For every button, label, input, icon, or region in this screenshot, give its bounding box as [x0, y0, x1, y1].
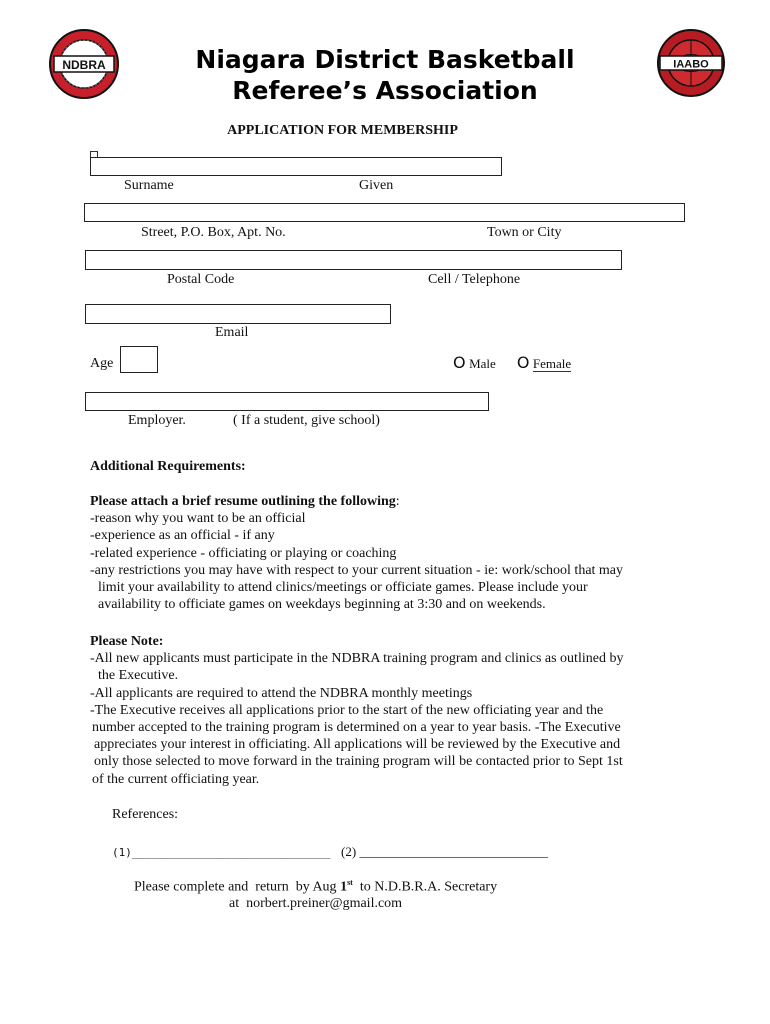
postal-label: Postal Code	[167, 272, 235, 287]
secretary-email[interactable]: norbert.preiner@gmail.com	[246, 896, 403, 911]
ndbra-logo-text: NDBRA	[62, 58, 106, 72]
list-item: -experience as an official - if any	[90, 528, 275, 544]
requirements-heading: Additional Requirements:	[90, 459, 246, 474]
email-prefix: at	[229, 896, 247, 911]
address-input[interactable]	[84, 203, 685, 222]
note-line: -The Executive receives all applications prior to the start of the new officiating year and the	[90, 702, 604, 718]
street-label: Street, P.O. Box, Apt. No.	[141, 225, 286, 240]
return-day-suffix: st	[347, 878, 353, 887]
iaabo-logo	[656, 28, 726, 98]
note-line: only those selected to move forward in the training program will be contacted prior to Sept 1st	[94, 754, 623, 770]
note-heading: Please Note:	[90, 634, 164, 649]
male-radio[interactable]: O	[453, 353, 466, 372]
secretary-email-line	[229, 896, 402, 912]
reference-2-line[interactable]: (2) _____________________________	[341, 844, 548, 859]
reference-1-line[interactable]: (1)______________________________	[112, 846, 331, 859]
list-item: -related experience - officiating or playing or coaching	[90, 545, 397, 561]
postal-phone-input[interactable]	[85, 250, 622, 270]
references-lines	[112, 844, 548, 860]
employer-input[interactable]	[85, 392, 489, 411]
return-instructions	[134, 878, 497, 896]
age-input[interactable]	[120, 346, 158, 373]
note-line: number accepted to the training program is determined on a year to year basis. -The Executive	[92, 720, 621, 736]
list-item: limit your availability to attend clinics/meetings or officiate games. Please include your	[98, 580, 588, 596]
return-text-pre: Please complete and return by Aug	[134, 879, 341, 895]
iaabo-logo-text: IAABO	[673, 58, 709, 71]
female-label: Female	[532, 356, 572, 371]
title-line-2: Referee’s Association	[232, 76, 538, 105]
resume-section	[90, 493, 690, 613]
age-label: Age	[90, 356, 114, 371]
list-item: availability to officiate games on weekdays beginning at 3:30 and on weekends.	[98, 597, 546, 613]
female-radio[interactable]: O	[516, 353, 530, 372]
employer-label: Employer.	[128, 413, 186, 428]
given-label: Given	[359, 178, 394, 193]
references-label: References:	[112, 807, 179, 822]
note-section	[90, 633, 690, 788]
note-line: the Executive.	[98, 668, 179, 684]
email-input[interactable]	[85, 304, 391, 324]
resume-colon: :	[395, 494, 400, 509]
form-subtitle: APPLICATION FOR MEMBERSHIP	[227, 123, 458, 138]
list-item: -any restrictions you may have with respect to your current situation - ie: work/school that may	[90, 562, 624, 578]
ndbra-logo	[48, 28, 120, 100]
note-line: of the current officiating year.	[92, 771, 260, 787]
note-line: -All new applicants must participate in the NDBRA training program and clinics as outlined by	[90, 651, 624, 667]
return-text-post: to N.D.B.R.A. Secretary	[352, 879, 498, 895]
gender-options	[453, 353, 571, 373]
resume-heading: Please attach a brief resume outlining the following	[90, 494, 396, 509]
phone-label: Cell / Telephone	[428, 272, 521, 287]
return-day: 1	[340, 879, 348, 895]
list-item: -reason why you want to be an official	[90, 511, 306, 527]
student-note: ( If a student, give school)	[233, 413, 380, 428]
male-label: Male	[469, 356, 496, 371]
note-line: -All applicants are required to attend the NDBRA monthly meetings	[90, 685, 473, 701]
name-input[interactable]	[90, 157, 502, 176]
note-line: appreciates your interest in officiating. All applications will be reviewed by the Executive and	[94, 737, 621, 753]
town-label: Town or City	[487, 225, 562, 240]
page-title	[140, 44, 630, 106]
surname-label: Surname	[124, 178, 174, 193]
email-label: Email	[215, 325, 249, 340]
title-line-1: Niagara District Basketball	[195, 45, 575, 74]
